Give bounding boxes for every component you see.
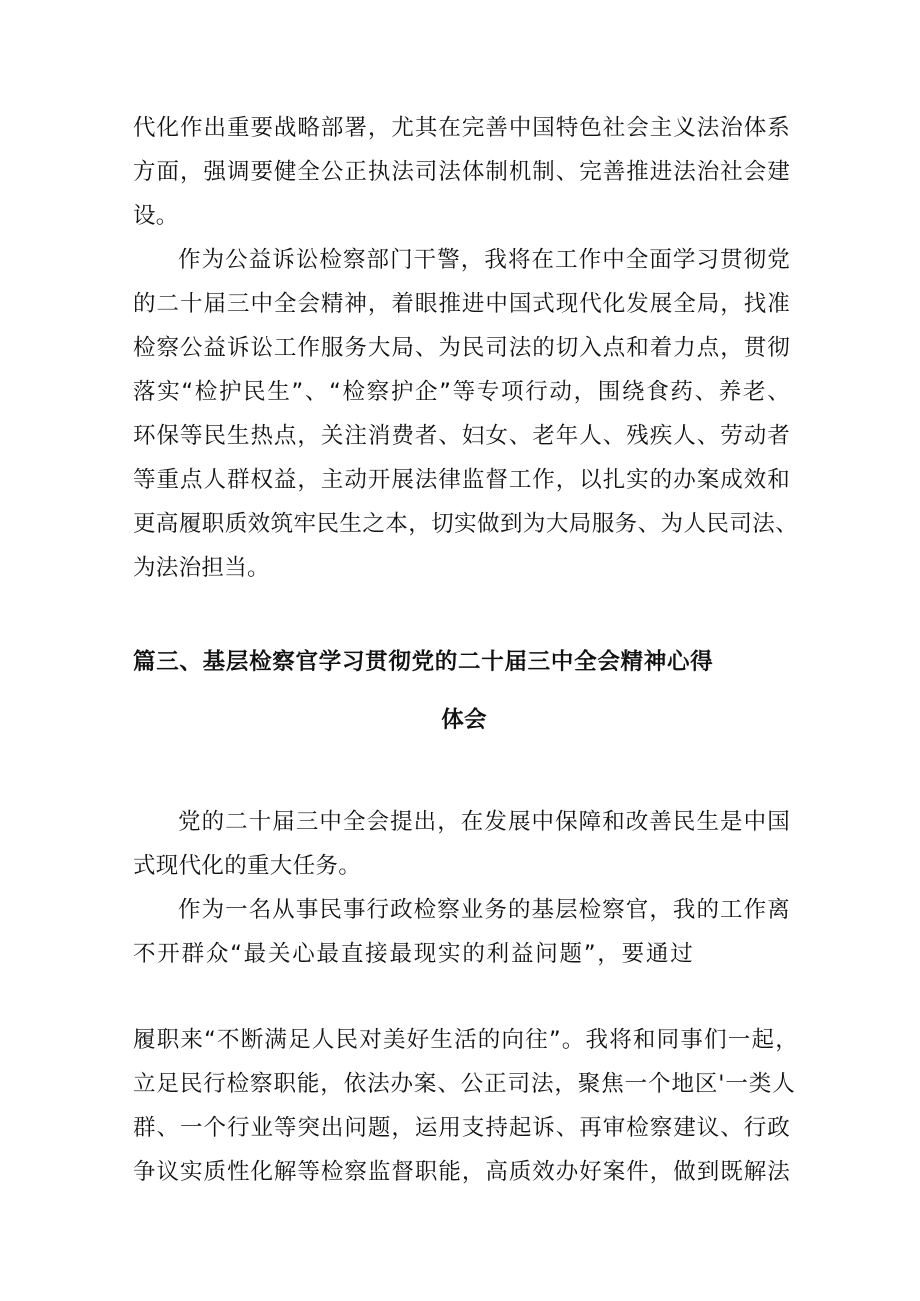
paragraph-line: 作为一名从事民事行政检察业务的基层检察官，我的工作离: [178, 897, 790, 923]
paragraph-line: 方面，强调要健全公正执法司法体制机制、完善推进法治社会建: [133, 159, 790, 185]
paragraph-line: 的二十届三中全会精神，着眼推进中国式现代化发展全局，找准: [133, 291, 790, 317]
paragraph-line: 群、一个行业等突出问题，运用支持起诉、再审检察建议、行政: [133, 1115, 790, 1141]
paragraph-line: 履职来“不断满足人民对美好生活的向往”。我将和同事们一起，: [133, 1027, 798, 1053]
paragraph-line: 更高履职质效筑牢民生之本，切实做到为大局服务、为人民司法、: [133, 511, 798, 537]
paragraph-line: 立足民行检察职能，依法办案、公正司法，聚焦一个地区'一类人: [133, 1071, 795, 1097]
paragraph-line: 为法治担当。: [133, 555, 270, 581]
paragraph-line: 等重点人群权益，主动开展法律监督工作，以扎实的办案成效和: [133, 467, 790, 493]
paragraph-line: 落实“检护民生”、“检察护企”等专项行动，围绕食药、养老、: [133, 379, 790, 405]
paragraph-line: 式现代化的重大任务。: [133, 853, 362, 879]
paragraph-line: 争议实质性化解等检察监督职能，高质效办好案件，做到既解法: [133, 1159, 790, 1185]
paragraph-line: 不开群众“最关心最直接最现实的利益问题”，要通过: [133, 941, 693, 967]
section-heading-continued: 体会: [441, 707, 487, 733]
section-heading: 篇三、基层检察官学习贯彻党的二十届三中全会精神心得: [133, 649, 713, 675]
paragraph-line: 作为公益诉讼检察部门干警，我将在工作中全面学习贯彻党: [178, 247, 790, 273]
paragraph-line: 代化作出重要战略部署，尤其在完善中国特色社会主义法治体系: [133, 115, 790, 141]
paragraph-line: 设。: [133, 203, 179, 229]
paragraph-line: 党的二十届三中全会提出，在发展中保障和改善民生是中国: [178, 809, 790, 835]
paragraph-line: 检察公益诉讼工作服务大局、为民司法的切入点和着力点，贯彻: [133, 335, 790, 361]
paragraph-line: 环保等民生热点，关注消费者、妇女、老年人、残疾人、劳动者: [133, 423, 790, 449]
